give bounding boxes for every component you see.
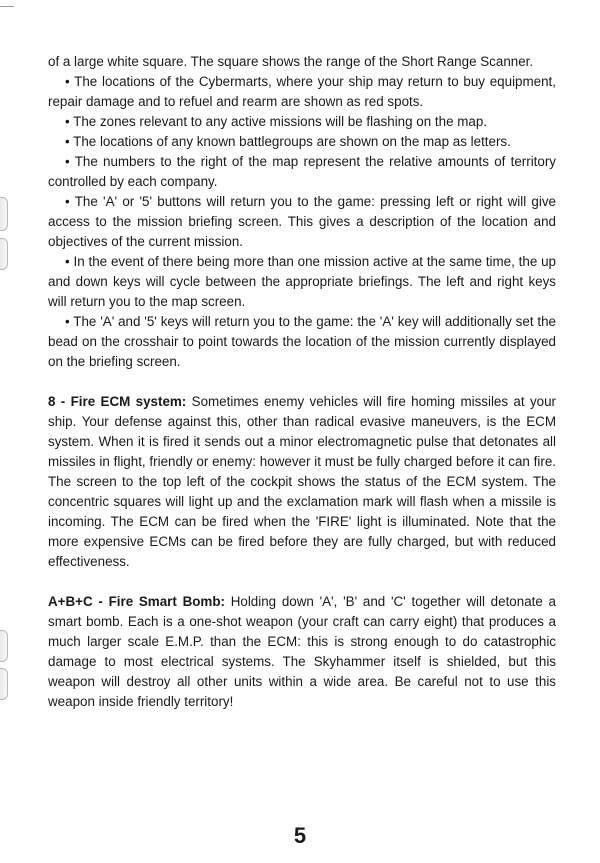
bullet-briefing-access: • The 'A' or '5' buttons will return you to the game: pressing left or right will give access to the mission briefing screen. This gives a description of the location and objectives of the current mission. (48, 194, 556, 249)
binding-hole-mark (0, 668, 8, 700)
section-ecm (48, 392, 556, 572)
section-heading-smart-bomb: A+B+C - Fire Smart Bomb: (48, 594, 225, 609)
binding-hole-mark (0, 630, 8, 662)
bullet-battlegroups: • The locations of any known battlegroups are shown on the map as letters. (65, 134, 511, 149)
section-body-smart-bomb: Holding down 'A', 'B' and 'C' together will detonate a smart bomb. Each is a one-shot weapon (your craft can carry eight) that produces a much larger scale E.M.P. than the ECM: this is strong enough to do catastrophic damage to most electrical systems. The Skyhammer itself is shielded, but this weapon will destroy all other units within a wide area. Be careful not to use this weapon inside friendly territory! (48, 594, 556, 709)
intro-paragraph: of a large white square. The square shows the range of the Short Range Scanner. (48, 54, 534, 69)
bullet-cybermarts: • The locations of the Cybermarts, where your ship may return to buy equipment, repair damage and to refuel and rearm are shown as red spots. (48, 74, 556, 109)
page-number: 5 (293, 823, 307, 848)
section-smart-bomb (48, 592, 556, 712)
section-heading-ecm: 8 - Fire ECM system: (48, 394, 187, 409)
binding-hole-mark (0, 238, 8, 270)
corner-crop-mark (0, 6, 14, 7)
bullet-mission-zones: • The zones relevant to any active missions will be flashing on the map. (65, 114, 488, 129)
bullet-territory-numbers: • The numbers to the right of the map represent the relative amounts of territory controlled by each company. (48, 154, 556, 189)
bullet-return-to-game: • The 'A' and '5' keys will return you to the game: the 'A' key will additionally set the bead on the crosshair to point towards the location of the mission currently displayed on the briefing screen. (48, 314, 556, 369)
section-body-ecm: Sometimes enemy vehicles will fire homing missiles at your ship. Your defense against this, other than radical evasive maneuvers, is the ECM system. When it is fired it sends out a minor electromagnetic pulse that detonates all missiles in flight, friendly or enemy: however it must be fully charged before it can fire. The screen to the top left of the cockpit shows the status of the ECM system. The concentric squares will light up and the exclamation mark will flash when a missile is incoming. The ECM can be fired when the 'FIRE' light is illuminated. Note that the more expensive ECMs can be fired before they are fully charged, but with reduced effectiveness. (48, 394, 556, 569)
bullet-briefing-cycle: • In the event of there being more than one mission active at the same time, the up and down keys will cycle between the appropriate briefings. The left and right keys will return you to the map screen. (48, 254, 556, 309)
binding-hole-mark (0, 197, 8, 231)
page-content (48, 52, 556, 712)
